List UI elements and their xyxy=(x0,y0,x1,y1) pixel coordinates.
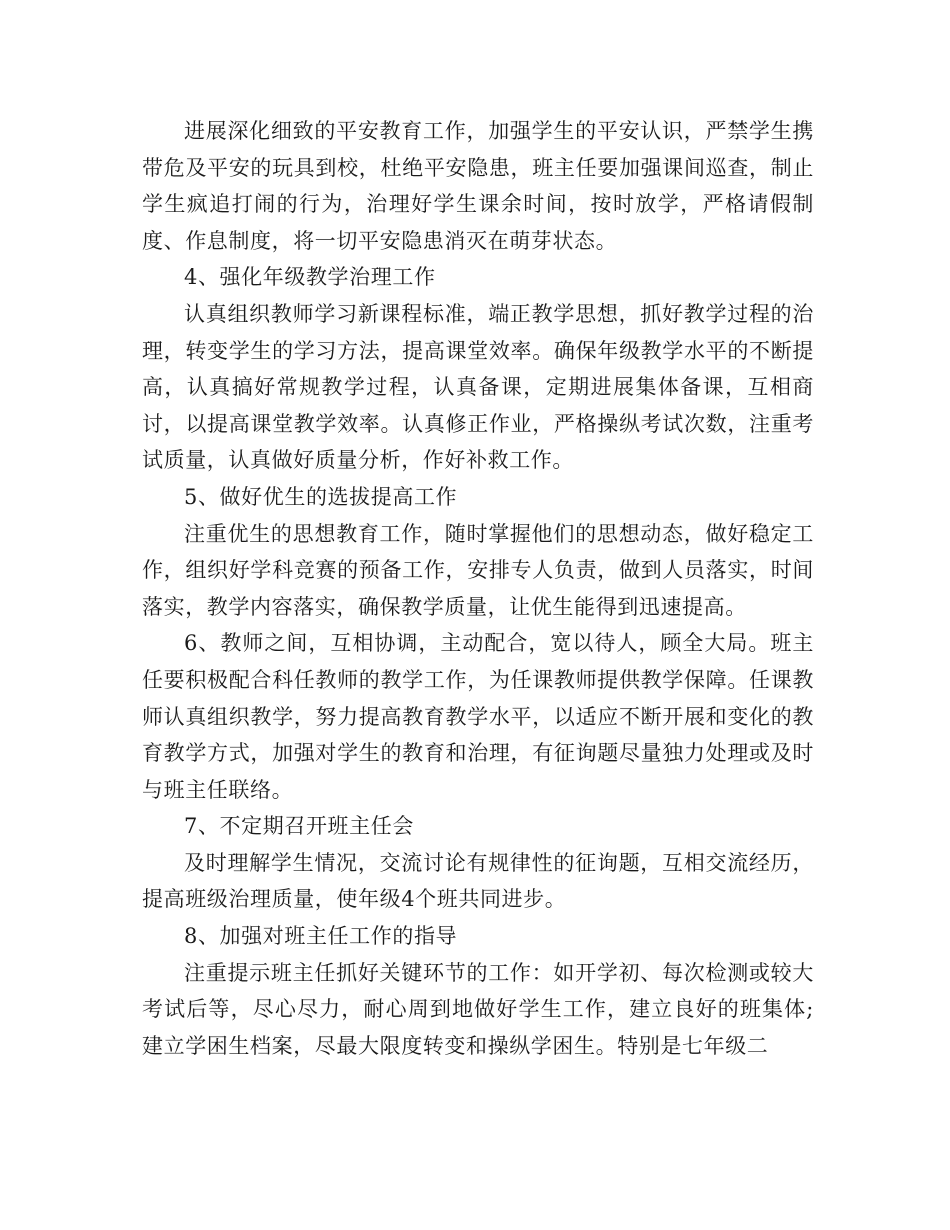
section-heading-7: 7、不定期召开班主任会 xyxy=(184,814,414,839)
paragraph-safety-education: 进展深化细致的平安教育工作，加强学生的平安认识，严禁学生携带危及平安的玩具到校，杜绝平安隐患，班主任要加强课间巡查，制止学生疯追打闹的行为，治理好学生课余时间，按时放学，严格请假制度、作息制度，将一切平安隐患消灭在萌芽状态。 xyxy=(142,119,814,253)
paragraph-top-students: 注重优生的思想教育工作，随时掌握他们的思想动态，做好稳定工作，组织好学科竞赛的预备工作，安排专人负责，做到人员落实，时间落实，教学内容落实，确保教学质量，让优生能得到迅速提高。 xyxy=(142,521,814,619)
section-heading-4: 4、强化年级教学治理工作 xyxy=(184,265,436,290)
document-page xyxy=(142,113,814,1064)
paragraph-head-teacher-guidance: 注重提示班主任抓好关键环节的工作：如开学初、每次检测或较大考试后等，尽心尽力，耐心周到地做好学生工作，建立良好的班集体;建立学困生档案，尽最大限度转变和操纵学困生。特别是七年级二 xyxy=(142,960,814,1058)
paragraph-teaching-management: 认真组织教师学习新课程标准，端正教学思想，抓好教学过程的治理，转变学生的学习方法，提高课堂效率。确保年级教学水平的不断提高，认真搞好常规教学过程，认真备课，定期进展集体备课，互相商讨，以提高课堂教学效率。认真修正作业，严格操纵考试次数，注重考试质量，认真做好质量分析，作好补救工作。 xyxy=(142,301,814,473)
paragraph-meetings: 及时理解学生情况，交流讨论有规律性的征询题，互相交流经历，提高班级治理质量，使年级4个班共同进步。 xyxy=(142,850,814,912)
section-heading-5: 5、做好优生的选拔提高工作 xyxy=(184,484,458,509)
section-heading-8: 8、加强对班主任工作的指导 xyxy=(184,924,458,949)
paragraph-teacher-cooperation: 6、教师之间，互相协调，主动配合，宽以待人，顾全大局。班主任要积极配合科任教师的教学工作，为任课教师提供教学保障。任课教师认真组织教学，努力提高教育教学水平，以适应不断开展和变化的教育教学方式，加强对学生的教育和治理，有征询题尽量独力处理或及时与班主任联络。 xyxy=(142,631,814,802)
